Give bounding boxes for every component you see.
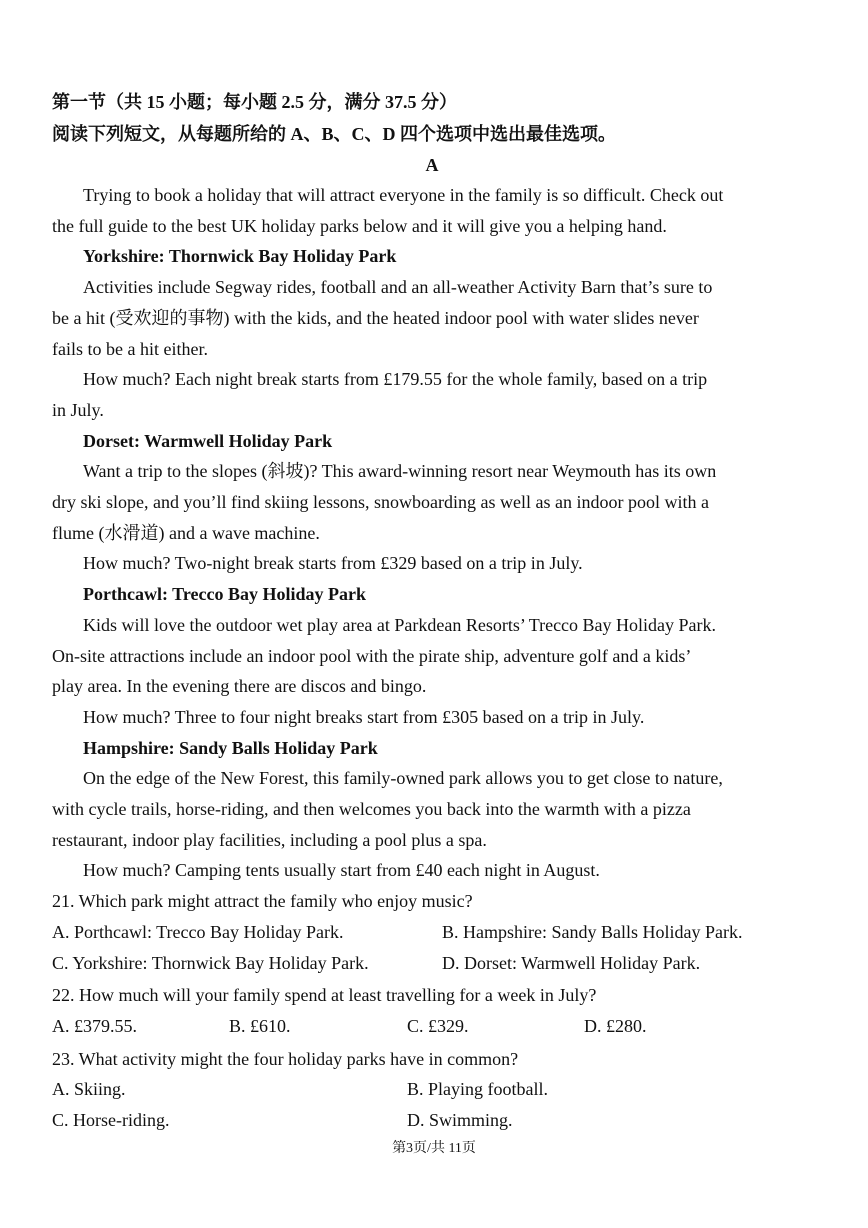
price-line: How much? Three to four night breaks start from £305 based on a trip in July. (83, 706, 645, 727)
park-heading-dorset: Dorset: Warmwell Holiday Park (83, 430, 333, 451)
question-23-option-b[interactable]: B. Playing football. (407, 1079, 548, 1100)
question-22-option-a[interactable]: A. £379.55. (52, 1015, 137, 1036)
question-22-option-c[interactable]: C. £329. (407, 1015, 469, 1036)
question-21-options-row2 (52, 948, 812, 979)
question-21-options-row1 (52, 917, 812, 948)
desc-line: fails to be a hit either. (52, 338, 208, 359)
park-price-yorkshire (52, 364, 812, 425)
page-content (52, 86, 812, 1136)
desc-line: Kids will love the outdoor wet play area at Parkdean Resorts’ Trecco Bay Holiday Park. (83, 614, 717, 635)
question-23-options-row2 (52, 1105, 812, 1136)
park-description-porthcawl (52, 610, 812, 702)
desc-line: play area. In the evening there are discos and bingo. (52, 676, 427, 697)
park-price-porthcawl (52, 702, 812, 733)
desc-line: flume (水滑道) and a wave machine. (52, 522, 320, 543)
instructions: 阅读下列短文，从每题所给的 A、B、C、D 四个选项中选出最佳选项。 (52, 124, 616, 144)
price-line: How much? Each night break starts from £179.55 for the whole family, based on a trip (83, 369, 708, 390)
question-23-option-a[interactable]: A. Skiing. (52, 1079, 126, 1100)
desc-line: restaurant, indoor play facilities, including a pool plus a spa. (52, 829, 487, 850)
price-line: How much? Two-night break starts from £329 based on a trip in July. (83, 553, 583, 574)
park-description-hampshire (52, 763, 812, 855)
question-23-option-c[interactable]: C. Horse-riding. (52, 1110, 170, 1131)
question-21-option-b[interactable]: B. Hampshire: Sandy Balls Holiday Park. (442, 921, 743, 942)
question-23-option-d[interactable]: D. Swimming. (407, 1110, 513, 1131)
park-heading-hampshire: Hampshire: Sandy Balls Holiday Park (83, 737, 378, 758)
intro-line: Trying to book a holiday that will attract everyone in the family is so difficult. Check out (83, 185, 724, 205)
question-21-stem: 21. Which park might attract the family who enjoy music? (52, 891, 473, 912)
park-heading-yorkshire: Yorkshire: Thornwick Bay Holiday Park (83, 246, 397, 267)
desc-line: dry ski slope, and you’ll find skiing lessons, snowboarding as well as an indoor pool with a (52, 492, 709, 513)
question-22-options (52, 1011, 812, 1042)
page-footer: 第3页/共 11页 (392, 1141, 476, 1156)
question-23-options-row1 (52, 1074, 812, 1105)
question-22-stem: 22. How much will your family spend at least travelling for a week in July? (52, 985, 597, 1006)
park-price-dorset (52, 548, 812, 579)
desc-line: Activities include Segway rides, football and an all-weather Activity Barn that’s sure to (83, 277, 713, 298)
desc-line: with cycle trails, horse-riding, and then welcomes you back into the warmth with a pizza (52, 799, 691, 820)
price-line: in July. (52, 399, 104, 420)
park-description-yorkshire (52, 272, 812, 364)
question-23-stem: 23. What activity might the four holiday parks have in common? (52, 1048, 519, 1069)
intro-line: the full guide to the best UK holiday parks below and it will give you a helping hand. (52, 215, 667, 236)
desc-line: On the edge of the New Forest, this family-owned park allows you to get close to nature, (83, 768, 723, 789)
intro-paragraph (52, 180, 812, 241)
passage-label: A (425, 155, 439, 175)
park-heading-porthcawl: Porthcawl: Trecco Bay Holiday Park (83, 584, 366, 605)
question-21-option-c[interactable]: C. Yorkshire: Thornwick Bay Holiday Park. (52, 952, 369, 973)
desc-line: Want a trip to the slopes (斜坡)? This award-winning resort near Weymouth has its own (83, 461, 717, 482)
desc-line: be a hit (受欢迎的事物) with the kids, and the heated indoor pool with water slides never (52, 307, 699, 328)
question-21-option-d[interactable]: D. Dorset: Warmwell Holiday Park. (442, 952, 701, 973)
question-21-option-a[interactable]: A. Porthcawl: Trecco Bay Holiday Park. (52, 921, 344, 942)
question-22-option-b[interactable]: B. £610. (229, 1015, 291, 1036)
desc-line: On-site attractions include an indoor pool with the pirate ship, adventure golf and a kids’ (52, 645, 692, 666)
section-title: 第一节（共 15 小题；每小题 2.5 分，满分 37.5 分） (52, 92, 457, 112)
price-line: How much? Camping tents usually start from £40 each night in August. (83, 860, 600, 881)
park-price-hampshire (52, 855, 812, 886)
park-description-dorset (52, 456, 812, 548)
question-22-option-d[interactable]: D. £280. (584, 1015, 647, 1036)
